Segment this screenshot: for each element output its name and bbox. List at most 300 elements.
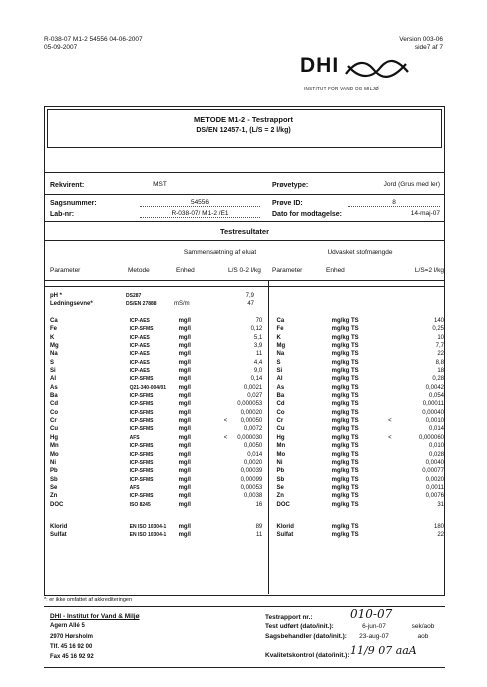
gap-cell bbox=[262, 434, 276, 442]
enhed-cell: mg/l bbox=[178, 368, 191, 375]
param-right-cell: Ca bbox=[276, 318, 285, 324]
param-cell: Mn bbox=[50, 443, 59, 450]
lt-cell bbox=[219, 451, 231, 459]
enhed-cell: mg/l bbox=[178, 326, 191, 333]
table-row bbox=[50, 392, 444, 400]
lt-cell bbox=[219, 484, 231, 492]
metode-cell: ICP-SFMS bbox=[129, 443, 154, 450]
lt-right-cell bbox=[383, 392, 397, 400]
enhed-cell: mg/l bbox=[178, 524, 191, 530]
lt-right-cell bbox=[383, 334, 397, 342]
lt-right-cell bbox=[383, 484, 397, 492]
lt-right-cell bbox=[383, 367, 397, 375]
param-right-cell: Hg bbox=[276, 434, 285, 441]
gap-cell bbox=[262, 459, 276, 467]
enhed-cell: mg/l bbox=[178, 376, 191, 383]
enhed-right-cell: mg/kg TS bbox=[331, 409, 359, 416]
enhed-right-cell: mg/kg TS bbox=[331, 434, 359, 441]
enhed-cell: mg/l bbox=[178, 434, 191, 441]
table-row bbox=[50, 350, 444, 358]
metode-cell: AFS bbox=[129, 484, 140, 491]
logo-wordmark: DHI bbox=[300, 54, 340, 77]
value-cell: 0,027 bbox=[247, 393, 263, 400]
enhed-right-cell: mg/kg TS bbox=[331, 401, 359, 408]
col-enhed-right: Enhed bbox=[326, 267, 345, 274]
test-udfort-date: 6-jun-07 bbox=[362, 623, 386, 630]
value-cell: 0,000053 bbox=[237, 401, 263, 408]
rekvirent-value: MST bbox=[153, 181, 167, 188]
enhed-cell: mg/l bbox=[178, 409, 191, 416]
param-right-cell: Cu bbox=[276, 426, 285, 433]
prove-id-label: Prøve ID: bbox=[272, 200, 303, 207]
enhed-cell: mg/l bbox=[178, 484, 191, 491]
param-cell: Mo bbox=[50, 451, 59, 458]
param-cell: Pb bbox=[50, 468, 58, 475]
dhi-logo bbox=[300, 54, 450, 96]
value-right-cell: 18 bbox=[437, 368, 444, 375]
param-cell: Ca bbox=[50, 318, 58, 324]
param-cell: pH * bbox=[50, 293, 62, 299]
lt-right-cell bbox=[383, 317, 397, 325]
param-right-cell: Si bbox=[276, 368, 283, 375]
metode-cell: ISO 8245 bbox=[129, 501, 151, 508]
enhed-right-cell: mg/kg TS bbox=[331, 532, 359, 539]
lt-cell bbox=[219, 375, 231, 383]
param-cell: Cr bbox=[50, 418, 57, 425]
ph-table bbox=[50, 292, 444, 309]
lt-right-cell bbox=[383, 409, 397, 417]
version: Version 003-06 bbox=[399, 36, 443, 43]
value-cell: 7,9 bbox=[245, 293, 254, 299]
enhed-cell: mg/l bbox=[178, 476, 191, 483]
enhed-right-cell: mg/kg TS bbox=[331, 443, 359, 450]
enhed-right-cell: mg/kg TS bbox=[331, 426, 359, 433]
lt-cell bbox=[219, 342, 231, 350]
lt-cell bbox=[219, 476, 231, 484]
col-ls-right: L/S=2 l/kg bbox=[414, 267, 444, 274]
enhed-cell: mg/l bbox=[178, 493, 191, 500]
col-parameter: Parameter bbox=[50, 267, 81, 274]
metode-cell: ICP-AES bbox=[129, 318, 150, 324]
param-right-cell: Se bbox=[276, 484, 284, 491]
table-row bbox=[50, 325, 444, 333]
value-cell: 0,12 bbox=[250, 326, 263, 333]
metode-cell: ICP-SFMS bbox=[129, 459, 154, 466]
lt-cell bbox=[219, 501, 231, 509]
param-right-cell: Cr bbox=[276, 418, 284, 425]
metode-cell: ICP-SFMS bbox=[129, 468, 154, 475]
gap-cell bbox=[262, 384, 276, 392]
lt-cell bbox=[219, 442, 231, 450]
lt-right-cell bbox=[383, 442, 397, 450]
param-cell: Sb bbox=[50, 476, 58, 483]
enhed-right-cell: mg/kg TS bbox=[331, 484, 359, 491]
col-ls-left: L/S 0-2 l/kg bbox=[228, 267, 261, 274]
param-cell: Ledningsevne* bbox=[50, 301, 93, 308]
provetype-value: Jord (Grus med ler) bbox=[383, 181, 440, 188]
gap-cell bbox=[262, 367, 276, 375]
enhed-right-cell: mg/kg TS bbox=[331, 476, 359, 483]
sagsbehandler-init: aob bbox=[417, 633, 429, 640]
lt-right-cell bbox=[383, 531, 397, 539]
value-right-cell: 0,0042 bbox=[425, 384, 444, 391]
testrapport-value: 010-07 bbox=[350, 607, 393, 621]
enhed-right-cell: mg/kg TS bbox=[331, 493, 359, 500]
table-row bbox=[50, 425, 444, 433]
param-right-cell: Sulfat bbox=[276, 532, 294, 539]
enhed-right-cell: mg/kg TS bbox=[331, 326, 359, 333]
table-row bbox=[50, 342, 444, 350]
lt-cell bbox=[219, 409, 231, 417]
col-metode: Metode bbox=[128, 267, 150, 274]
value-cell: 16 bbox=[255, 501, 263, 508]
param-cell: Cu bbox=[50, 426, 58, 433]
metode-cell: DS/EN 27888 bbox=[126, 301, 157, 308]
enhed-right-cell: mg/kg TS bbox=[331, 351, 359, 358]
enhed-right-cell: mg/kg TS bbox=[331, 524, 359, 530]
value-right-cell: 0,028 bbox=[428, 451, 444, 458]
table-row bbox=[50, 334, 444, 342]
enhed-cell: mg/l bbox=[178, 501, 191, 508]
doc-date: 05-09-2007 bbox=[44, 44, 78, 51]
metode-cell: DS287 bbox=[126, 293, 142, 299]
table-row bbox=[50, 300, 444, 308]
footer-address2: 2970 Hørsholm bbox=[50, 634, 94, 640]
param-cell: S bbox=[50, 359, 55, 366]
labnr-label: Lab-nr: bbox=[50, 211, 75, 218]
value-right-cell: 0,28 bbox=[432, 376, 444, 383]
value-right-cell: 140 bbox=[433, 318, 444, 324]
param-cell: Sulfat bbox=[50, 532, 67, 539]
value-cell: 0,000030 bbox=[237, 434, 263, 441]
value-cell: 0,00020 bbox=[240, 409, 263, 416]
param-cell: Na bbox=[50, 351, 58, 358]
enhed-right-cell: mg/kg TS bbox=[331, 368, 359, 375]
table-row bbox=[50, 375, 444, 383]
param-right-cell: Ni bbox=[276, 459, 283, 466]
lt-cell bbox=[219, 367, 231, 375]
param-cell: Fe bbox=[50, 326, 58, 333]
sagsbehandler-date: 23-aug-07 bbox=[359, 633, 389, 640]
gap-cell bbox=[262, 334, 276, 342]
left-heading: Sammensætning af eluat bbox=[183, 249, 257, 256]
param-right-cell: Ba bbox=[276, 393, 285, 400]
lt-right-cell bbox=[383, 400, 397, 408]
enhed-cell: mg/l bbox=[178, 443, 191, 450]
enhed-right-cell: mg/kg TS bbox=[331, 451, 359, 458]
value-right-cell: 8,8 bbox=[435, 359, 444, 366]
table-row bbox=[50, 459, 444, 467]
value-cell: 0,00099 bbox=[240, 476, 263, 483]
value-cell: 0,0021 bbox=[243, 384, 263, 391]
table-row bbox=[50, 451, 444, 459]
lt-right-cell bbox=[383, 425, 397, 433]
lt-right-cell bbox=[383, 350, 397, 358]
param-right-cell: As bbox=[276, 384, 285, 391]
lt-cell bbox=[219, 392, 231, 400]
lt-right-cell bbox=[383, 476, 397, 484]
metode-cell: ICP-SFMS bbox=[129, 401, 154, 408]
table-row bbox=[50, 317, 444, 325]
param-cell: As bbox=[50, 384, 58, 391]
table-row bbox=[50, 523, 444, 531]
gap-cell bbox=[262, 425, 276, 433]
table-row bbox=[50, 400, 444, 408]
value-right-cell: 0,00040 bbox=[422, 409, 444, 416]
lt-right-cell bbox=[383, 492, 397, 500]
gap-cell bbox=[262, 359, 276, 367]
value-cell: 0,00050 bbox=[240, 418, 263, 425]
gap-cell bbox=[262, 325, 276, 333]
param-cell: Al bbox=[50, 376, 56, 383]
metode-cell: EN ISO 10304-1 bbox=[129, 532, 167, 539]
sagsbehandler-label: Sagsbehandler (dato/init.): bbox=[265, 633, 347, 640]
enhed-cell: mg/l bbox=[178, 393, 191, 400]
metode-cell: ICP-SFMS bbox=[129, 376, 154, 383]
col-enhed: Enhed bbox=[176, 267, 195, 274]
footnote: *: er ikke omfattet af akkrediteringen bbox=[44, 597, 133, 603]
metode-cell: Q21-340-004/01 bbox=[129, 384, 167, 391]
logo-wave-icon bbox=[344, 56, 410, 82]
metode-cell: ICP-SFMS bbox=[129, 326, 154, 333]
value-right-cell: 7,7 bbox=[435, 343, 444, 350]
table-row bbox=[50, 531, 444, 539]
doc-ref: R-038-07 M1-2 54556 04-06-2007 bbox=[44, 36, 143, 43]
param-right-cell: DOC bbox=[276, 501, 290, 508]
right-heading: Udvasket stofmængde bbox=[327, 249, 393, 256]
lt-cell bbox=[219, 334, 231, 342]
param-right-cell: K bbox=[276, 334, 281, 341]
gap-cell bbox=[262, 451, 276, 459]
lt-right-cell bbox=[383, 384, 397, 392]
footer-company: DHI - Institut for Vand & Miljø bbox=[50, 613, 140, 620]
value-cell: 11 bbox=[256, 351, 263, 358]
metode-cell: ICP-SFMS bbox=[129, 426, 154, 433]
value-cell: 47 bbox=[247, 301, 254, 308]
lt-right-cell bbox=[383, 359, 397, 367]
col-parameter-right: Parameter bbox=[272, 267, 303, 274]
param-cell: Ba bbox=[50, 393, 58, 400]
kvalitet-label: Kvalitetskontrol (dato/init.): bbox=[265, 652, 350, 659]
value-right-cell: 180 bbox=[433, 524, 444, 530]
metode-cell: ICP-AES bbox=[129, 343, 150, 350]
table-row bbox=[50, 484, 444, 492]
param-right-cell: Mg bbox=[276, 343, 286, 350]
gap-cell bbox=[262, 350, 276, 358]
enhed-cell: mg/l bbox=[178, 426, 191, 433]
lt-right-cell bbox=[383, 375, 397, 383]
lt-cell bbox=[219, 425, 231, 433]
param-right-cell: Mn bbox=[276, 443, 286, 450]
lt-cell bbox=[219, 492, 231, 500]
sagsnummer-value: 54556 bbox=[140, 199, 260, 207]
gap-cell bbox=[262, 342, 276, 350]
param-right-cell: Mo bbox=[276, 451, 286, 458]
anion-table bbox=[50, 523, 444, 540]
lt-right-cell: < bbox=[388, 418, 392, 425]
enhed-right-cell: mg/kg TS bbox=[331, 418, 359, 425]
gap-cell bbox=[262, 392, 276, 400]
gap-cell bbox=[262, 317, 276, 325]
footer-address1: Agern Allé 5 bbox=[50, 623, 85, 629]
gap-cell bbox=[262, 476, 276, 484]
enhed-cell: mg/l bbox=[178, 351, 191, 358]
report-title: METODE M1-2 - Testrapport bbox=[194, 115, 293, 124]
enhed-cell: mg/l bbox=[178, 384, 191, 391]
enhed-cell bbox=[174, 292, 224, 300]
param-right-cell: S bbox=[276, 359, 281, 366]
metode-cell: ICP-SFMS bbox=[129, 476, 154, 483]
labnr-value: R-038-07/ M1-2 /E1 bbox=[140, 210, 260, 218]
testrapport-label: Testrapport nr.: bbox=[265, 614, 313, 621]
enhed-cell: mS/m bbox=[174, 301, 190, 308]
kvalitet-signature: 11/9 07 aaA bbox=[350, 644, 417, 657]
provetype-label: Prøvetype: bbox=[272, 182, 309, 189]
dato-value: 14-maj-07 bbox=[410, 210, 440, 217]
sagsnummer-label: Sagsnummer: bbox=[50, 200, 97, 207]
metode-cell: AFS bbox=[129, 434, 140, 441]
table-row bbox=[50, 292, 444, 300]
value-right-cell: 0,014 bbox=[428, 426, 444, 433]
gap-cell bbox=[262, 442, 276, 450]
value-cell: 0,00053 bbox=[240, 484, 263, 491]
enhed-right-cell: mg/kg TS bbox=[331, 318, 359, 324]
lt-right-cell bbox=[383, 467, 397, 475]
enhed-right-cell: mg/kg TS bbox=[331, 459, 359, 466]
footer-fax: Fax 45 16 92 92 bbox=[50, 654, 94, 660]
value-right-cell: 10 bbox=[437, 334, 444, 341]
metode-cell: ICP-AES bbox=[129, 359, 150, 366]
enhed-right-cell: mg/kg TS bbox=[331, 334, 359, 341]
lt-cell bbox=[219, 467, 231, 475]
enhed-cell: mg/l bbox=[178, 459, 191, 466]
value-right-cell: 31 bbox=[437, 501, 444, 508]
enhed-right-cell: mg/kg TS bbox=[331, 393, 359, 400]
lt-cell bbox=[219, 400, 231, 408]
lt-cell bbox=[219, 459, 231, 467]
value-cell: 5,1 bbox=[253, 334, 263, 341]
param-cell: K bbox=[50, 334, 55, 341]
metode-cell: ICP-SFMS bbox=[129, 451, 154, 458]
value-right-cell: 0,25 bbox=[432, 326, 444, 333]
metode-cell: ICP-AES bbox=[129, 334, 150, 341]
gap-cell bbox=[262, 375, 276, 383]
lt-right-cell bbox=[383, 325, 397, 333]
gap-cell bbox=[262, 400, 276, 408]
value-right-cell: 0,0010 bbox=[425, 418, 444, 425]
value-cell: 9,0 bbox=[253, 368, 263, 375]
table-row bbox=[50, 367, 444, 375]
param-cell: Si bbox=[50, 368, 56, 375]
enhed-cell: mg/l bbox=[178, 451, 191, 458]
param-cell: Ni bbox=[50, 459, 56, 466]
metode-cell: ICP-AES bbox=[129, 351, 150, 358]
lt-right-cell: < bbox=[388, 434, 392, 441]
value-cell: 3,9 bbox=[253, 343, 263, 350]
value-right-cell: 0,0076 bbox=[425, 493, 444, 500]
metode-cell: ICP-SFMS bbox=[129, 393, 154, 400]
param-right-cell: Na bbox=[276, 351, 285, 358]
value-cell: 0,0038 bbox=[243, 493, 263, 500]
metode-cell: ICP-SFMS bbox=[129, 418, 154, 425]
lt-cell bbox=[219, 384, 231, 392]
enhed-right-cell: mg/kg TS bbox=[331, 376, 359, 383]
enhed-cell: mg/l bbox=[178, 343, 191, 350]
value-right-cell: 0,0020 bbox=[425, 476, 444, 483]
table-row bbox=[50, 384, 444, 392]
empty-cell bbox=[254, 300, 444, 308]
table-row bbox=[50, 434, 444, 442]
value-right-cell: 0,054 bbox=[428, 393, 444, 400]
lt-cell bbox=[219, 317, 231, 325]
param-right-cell: Klorid bbox=[276, 524, 294, 530]
value-right-cell: 0,010 bbox=[428, 443, 444, 450]
enhed-right-cell: mg/kg TS bbox=[331, 468, 359, 475]
param-right-cell: Pb bbox=[276, 468, 285, 475]
lt-cell bbox=[219, 359, 231, 367]
value-cell: 0,14 bbox=[250, 376, 263, 383]
enhed-cell: mg/l bbox=[178, 468, 191, 475]
enhed-cell: mg/l bbox=[178, 334, 191, 341]
element-table bbox=[50, 317, 444, 509]
metode-cell: ICP-SFMS bbox=[129, 409, 154, 416]
param-cell: DOC bbox=[50, 501, 64, 508]
table-row bbox=[50, 359, 444, 367]
param-cell: Zn bbox=[50, 493, 58, 500]
value-right-cell: 0,00011 bbox=[422, 401, 444, 408]
gap-cell bbox=[262, 531, 276, 539]
lt-cell bbox=[219, 325, 231, 333]
enhed-cell: mg/l bbox=[178, 359, 191, 366]
test-udfort-init: sek/aob bbox=[411, 623, 435, 630]
value-right-cell: 0,0040 bbox=[425, 459, 444, 466]
lt-right-cell bbox=[383, 342, 397, 350]
table-row bbox=[50, 409, 444, 417]
dato-label: Dato for modtagelse: bbox=[272, 211, 343, 218]
logo-subtitle: INSTITUT FOR VAND OG MILJØ bbox=[304, 86, 379, 91]
table-row bbox=[50, 442, 444, 450]
param-cell: Hg bbox=[50, 434, 58, 441]
lt-cell: < bbox=[223, 434, 228, 441]
gap-cell bbox=[262, 523, 276, 531]
param-cell: Cd bbox=[50, 401, 58, 408]
param-cell: Se bbox=[50, 484, 58, 491]
param-cell: Mg bbox=[50, 343, 59, 350]
param-right-cell: Al bbox=[276, 376, 283, 383]
param-cell: Klorid bbox=[50, 524, 68, 530]
table-row bbox=[50, 417, 444, 425]
value-right-cell: 22 bbox=[437, 351, 444, 358]
value-cell: 0,014 bbox=[247, 451, 263, 458]
value-cell: 0,0020 bbox=[243, 459, 263, 466]
lt-right-cell bbox=[383, 459, 397, 467]
value-cell: 70 bbox=[255, 318, 263, 324]
lt-cell bbox=[219, 523, 231, 531]
enhed-right-cell: mg/kg TS bbox=[331, 343, 359, 350]
param-right-cell: Cd bbox=[276, 401, 285, 408]
lt-cell bbox=[219, 350, 231, 358]
gap-cell bbox=[262, 484, 276, 492]
table-row bbox=[50, 467, 444, 475]
lt-cell bbox=[219, 531, 231, 539]
metode-cell: EN ISO 10304-1 bbox=[129, 524, 167, 530]
gap-cell bbox=[262, 501, 276, 509]
table-row bbox=[50, 476, 444, 484]
metode-cell: ICP-SFMS bbox=[129, 493, 154, 500]
param-cell: Co bbox=[50, 409, 58, 416]
param-right-cell: Sb bbox=[276, 476, 285, 483]
rekvirent-label: Rekvirent: bbox=[50, 182, 85, 189]
